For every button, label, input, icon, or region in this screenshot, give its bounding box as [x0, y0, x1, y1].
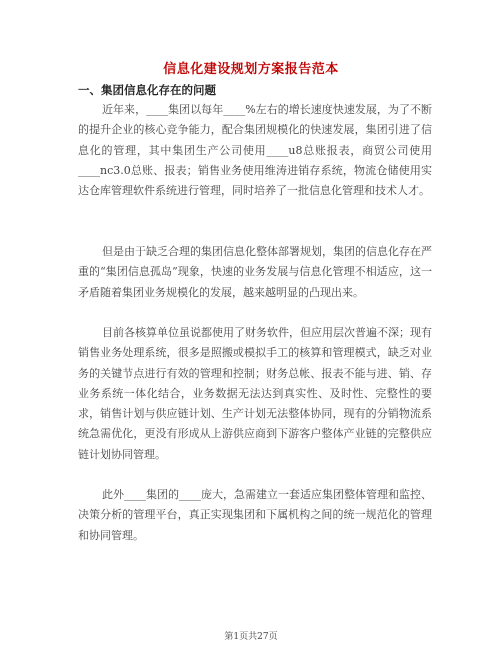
page-footer: 第1页共27页	[224, 632, 278, 642]
paragraph-3: 目前各核算单位虽说都使用了财务软件，但应用层次普遍不深；现有销售业务处理系统，很多是照搬或模拟手工的核算和管理模式，缺乏对业务的关键节点进行有效的管理和控制；财务总帐、报表不能与进、销、存业务系统一体化结合，业务数据无法达到真实性、及时性、完整性的要求，销售计划与供应链计划、生产计划无法整体协同，现有的分销物流系统急需优化，更没有形成从上游供应商到下游客户整体产业链的完整供应链计划协同管理。	[78, 326, 432, 461]
section-heading: 一、集团信息化存在的问题	[78, 83, 216, 97]
paragraph-4: 此外____集团的____庞大，急需建立一套适应集团整体管理和监控、决策分析的管理平台，真正实现集团和下属机构之间的统一规范化的管理和协同管理。	[78, 488, 432, 542]
paragraph-1: 近年来，____集团以每年____%左右的增长速度快速发展，为了不断的提升企业的核心竞争能力，配合集团规模化的快速发展，集团引进了信息化的管理，其中集团生产公司使用____u8总账报表，商贸公司使用____nc3.0总账、报表；销售业务使用维涛进销存系统，物流仓储使用实达仓库管理软件系统进行管理，同时培养了一批信息化管理和技术人才。	[78, 103, 432, 198]
paragraph-2: 但是由于缺乏合理的集团信息化整体部署规划，集团的信息化存在严重的“集团信息孤岛”现象，快速的业务发展与信息化管理不相适应，这一矛盾随着集团业务规模化的发展，越来越明显的凸现出来。	[78, 245, 432, 299]
document-title: 信息化建设规划方案报告范本	[163, 62, 339, 77]
